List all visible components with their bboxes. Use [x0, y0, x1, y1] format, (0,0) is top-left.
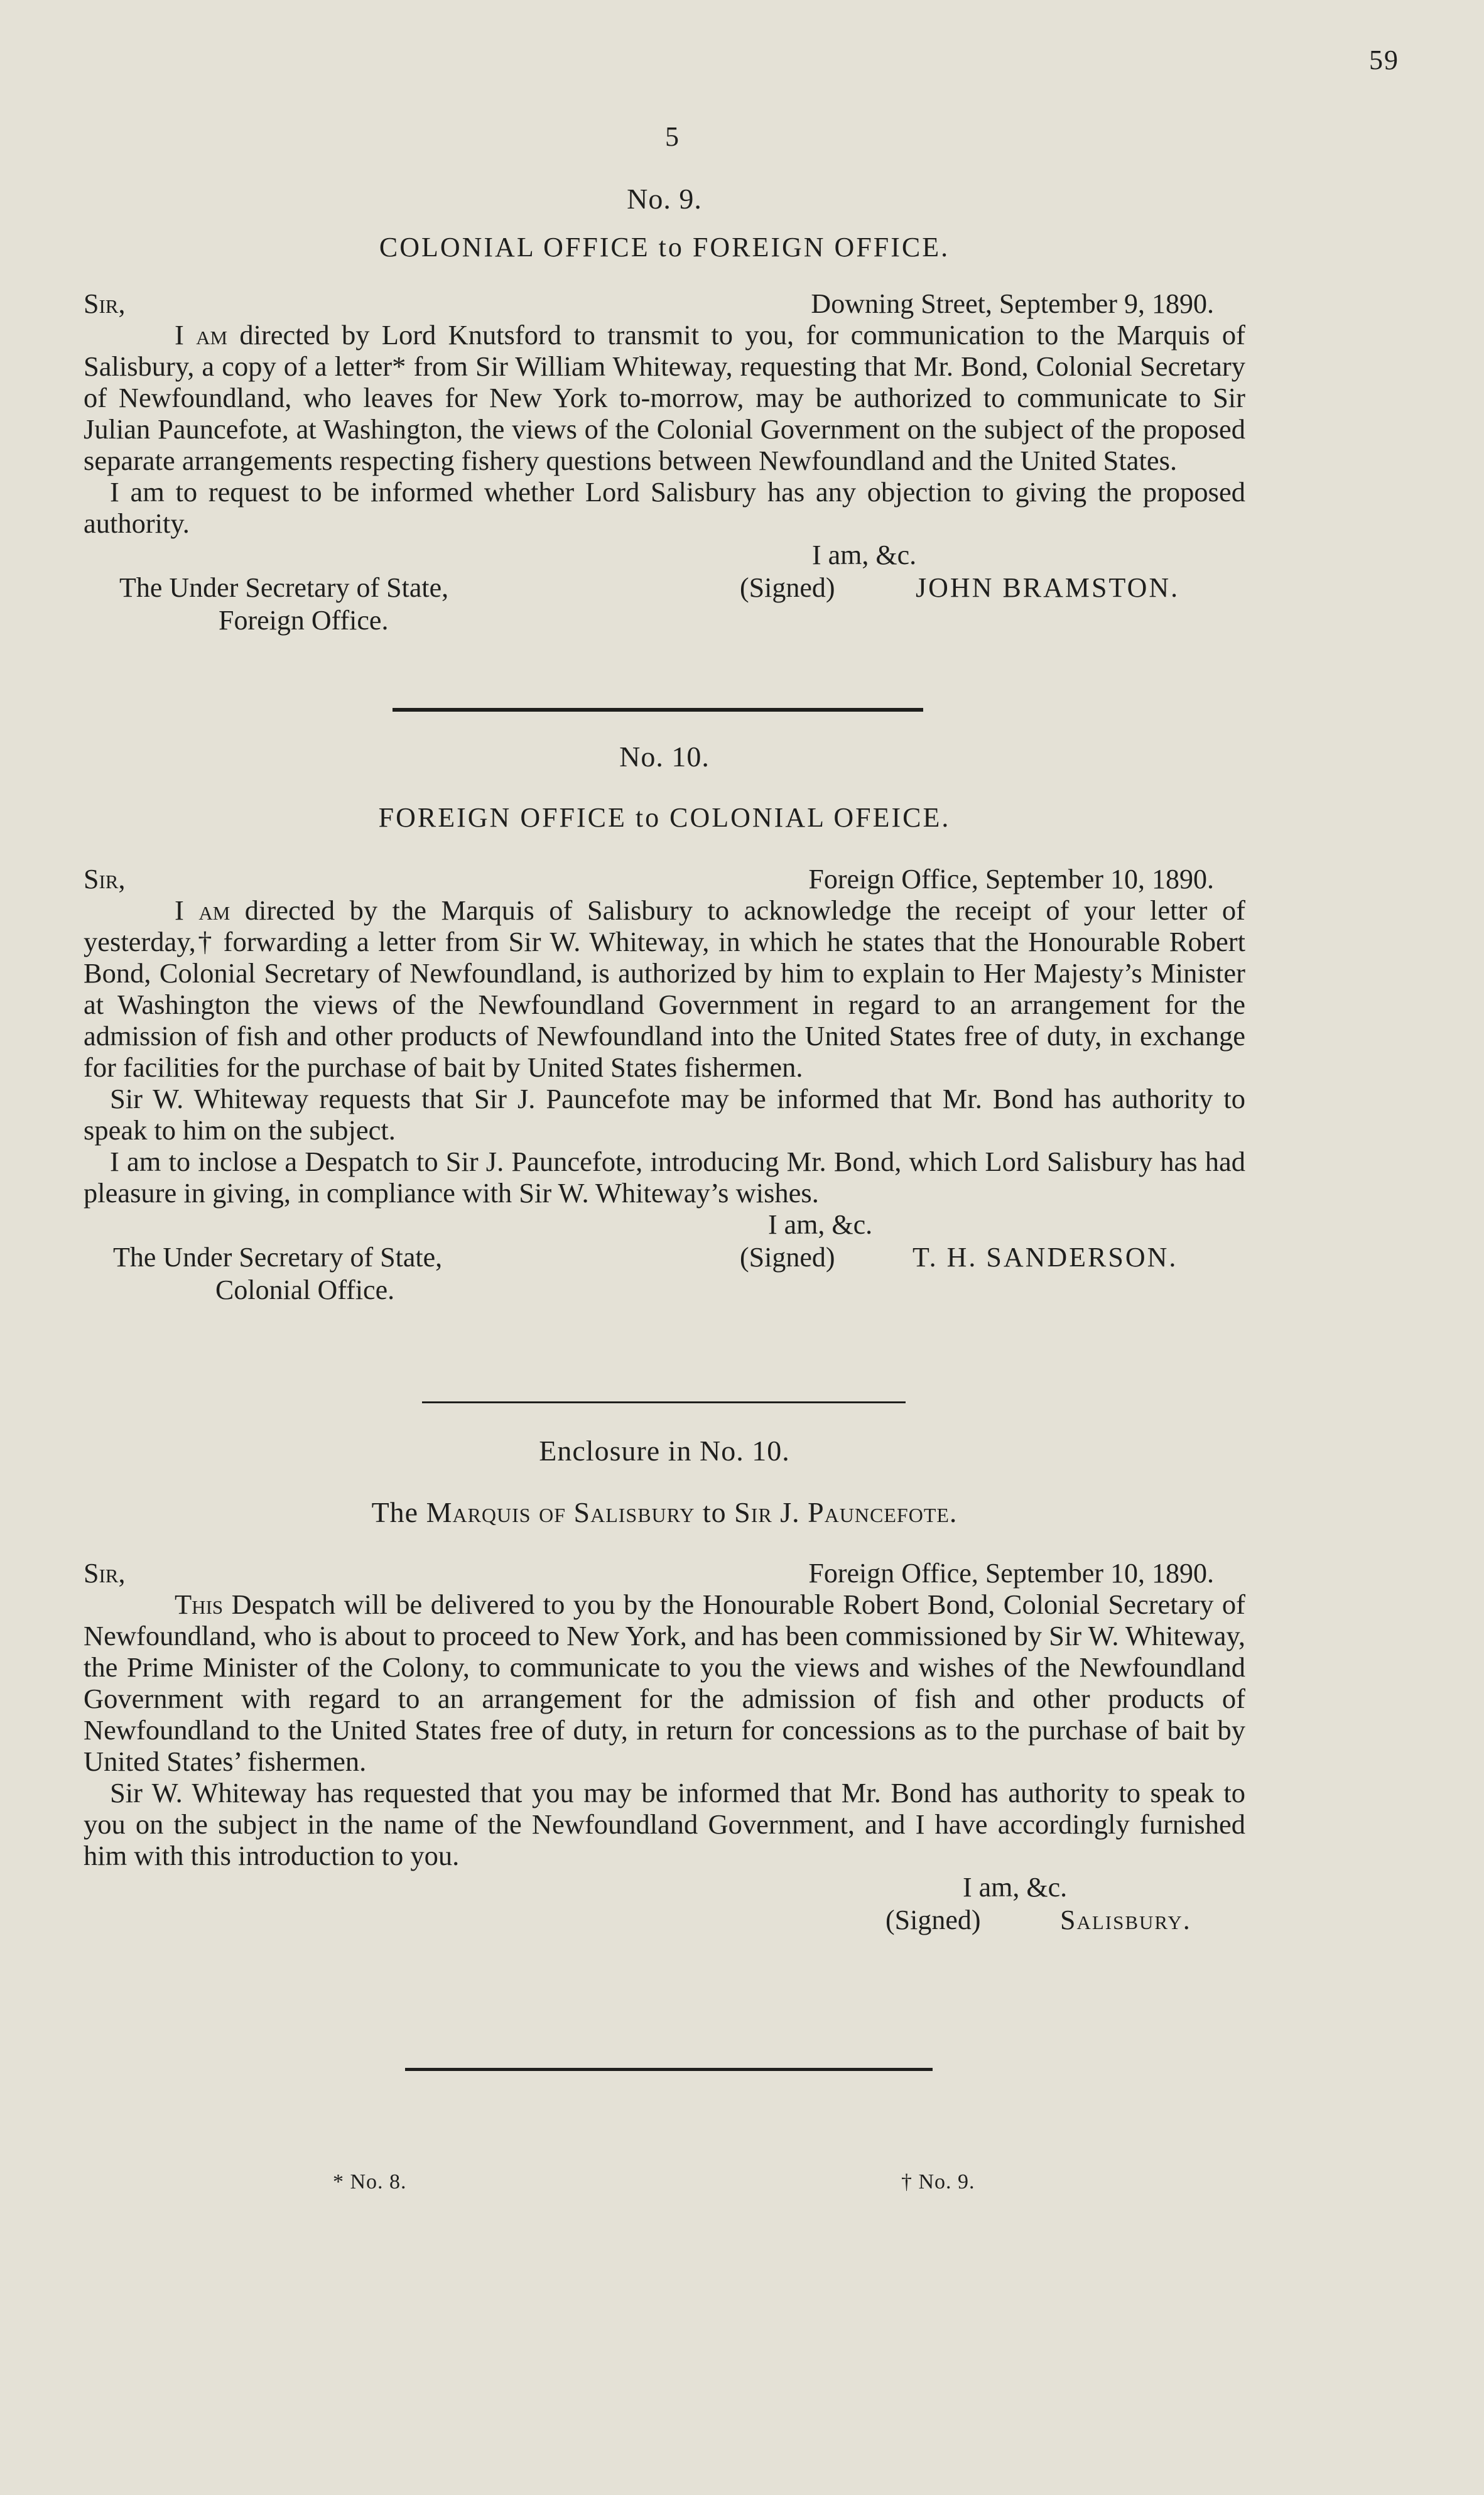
doc9-heading: COLONIAL OFFICE to FOREIGN OFFICE.	[379, 232, 950, 263]
doc10-para1-lead: I am	[175, 894, 230, 926]
doc10-addressee-line-2: Colonial Office.	[215, 1275, 395, 1305]
enclosure-para1-text: Despatch will be delivered to you by the Honourable Robert Bond, Colonial Secretary of Newfoundland, who is about to proceed to New York, and has been commissioned by Sir W. Whiteway, the Prime Minister of the Colony, to communicate to you the views and wishes of the Newfoundland Government with regard to an arrangement for the admission of fish and other products of Newfoundland to the United States free of duty, in return for concessions as to the purchase of bait by United States’ fishermen.	[84, 1589, 1245, 1777]
footnote-divider	[405, 2068, 933, 2071]
document-no-9	[84, 182, 1245, 637]
enclosure-signed: (Signed)	[886, 1905, 981, 1935]
doc9-salutation: Sir,	[84, 288, 126, 319]
doc10-salutation: Sir,	[84, 864, 126, 894]
doc10-para1-text: directed by the Marquis of Salisbury to acknowledge the receipt of your letter of yesterday,† forwarding a letter from Sir W. Whiteway, in which he states that the Honourable Robert Bond, Colonial Secretary of Newfoundland, is authorized by him to explain to Her Majesty’s Minister at Washington the views of the Newfoundland Government in regard to an arrangement for the admission of fish and other products of Newfoundland into the United States free of duty, in exchange for facilities for the purchase of bait by United States fishermen.	[84, 894, 1245, 1083]
doc9-closing: I am, &c.	[812, 540, 917, 570]
enclosure-closing-row	[84, 1871, 1245, 1904]
enclosure-place-date: Foreign Office, September 10, 1890.	[808, 1558, 1214, 1589]
doc9-addressee-line-2: Foreign Office.	[219, 605, 389, 636]
doc9-signed: (Signed)	[740, 572, 835, 603]
enclosure-subheading-the: The	[371, 1496, 419, 1528]
enclosure-subheading-to-word: to	[702, 1496, 727, 1528]
enclosure-para1-lead: This	[175, 1589, 224, 1620]
section-divider	[393, 708, 923, 712]
doc9-closing-row	[84, 539, 1245, 572]
doc10-number: No. 10.	[619, 741, 710, 773]
enclosure-subheading-to: Sir J. Pauncefote.	[734, 1496, 958, 1528]
doc10-closing-row	[84, 1209, 1245, 1241]
doc9-number: No. 9.	[627, 183, 702, 215]
doc10-paragraph-2: Sir W. Whiteway requests that Sir J. Pauncefote may be informed that Mr. Bond has authority to speak to him on the subject.	[84, 1083, 1245, 1146]
doc9-signatory: JOHN BRAMSTON.	[916, 572, 1180, 603]
enclosure-signatory: Salisbury.	[1060, 1905, 1191, 1935]
doc9-signature-row	[84, 572, 1245, 604]
enclosure-heading: Enclosure in No. 10.	[539, 1435, 790, 1467]
doc10-place-date: Foreign Office, September 10, 1890.	[808, 864, 1214, 894]
enclosure-signature-row	[84, 1904, 1245, 1937]
enclosure-salutation: Sir,	[84, 1558, 126, 1589]
doc10-closing: I am, &c.	[768, 1209, 873, 1240]
footnote-1: * No. 8.	[333, 2170, 407, 2193]
doc10-signature-row	[84, 1241, 1245, 1274]
doc10-salutation-row	[84, 863, 1245, 894]
doc9-addressee-line-1: The Under Secretary of State,	[119, 572, 449, 603]
document-no-10	[84, 740, 1245, 1307]
doc10-heading: FOREIGN OFFICE to COLONIAL OFEICE.	[378, 802, 951, 833]
enclosure-divider	[422, 1401, 906, 1403]
enclosure-subheading	[84, 1496, 1245, 1557]
doc9-para1-lead: I am	[175, 319, 228, 351]
doc9-paragraph-2: I am to request to be informed whether Lord Salisbury has any objection to giving the proposed authority.	[84, 476, 1245, 539]
doc9-para1-text: directed by Lord Knutsford to transmit to you, for communication to the Marquis of Salisbury, a copy of a letter* from Sir William Whiteway, requesting that Mr. Bond, Colonial Secretary of Newfoundland, who leaves for New York to-morrow, may be authorized to communicate to Sir Julian Pauncefote, at Washington, the views of the Colonial Government on the subject of the proposed separate arrangements respecting fishery questions between Newfoundland and the United States.	[84, 319, 1245, 476]
doc10-addressee-line-1: The Under Secretary of State,	[113, 1242, 443, 1273]
enclosure-no-10	[84, 1434, 1245, 1937]
doc10-signed: (Signed)	[740, 1242, 835, 1273]
enclosure-paragraph-1	[84, 1589, 1245, 1777]
enclosure-closing: I am, &c.	[963, 1872, 1068, 1903]
doc10-signatory: T. H. SANDERSON.	[913, 1242, 1178, 1273]
doc10-addressee-row-2	[84, 1274, 1245, 1307]
doc9-paragraph-1	[84, 319, 1245, 476]
doc10-paragraph-3: I am to inclose a Despatch to Sir J. Pauncefote, introducing Mr. Bond, which Lord Salisbury has had pleasure in giving, in compliance with Sir W. Whiteway’s wishes.	[84, 1146, 1245, 1209]
doc9-place-date: Downing Street, September 9, 1890.	[811, 288, 1214, 319]
enclosure-paragraph-2: Sir W. Whiteway has requested that you may be informed that Mr. Bond has authority to speak to you on the subject in the name of the Newfoundland Government, and I have accordingly furnished him with this introduction to you.	[84, 1777, 1245, 1871]
enclosure-salutation-row	[84, 1557, 1245, 1589]
page-number: 59	[1369, 45, 1399, 75]
doc10-paragraph-1	[84, 894, 1245, 1083]
doc9-salutation-row	[84, 288, 1245, 319]
enclosure-subheading-from: Marquis of Salisbury	[426, 1496, 695, 1528]
doc9-addressee-row-2	[84, 604, 1245, 637]
footnote-2: † No. 9.	[901, 2170, 975, 2193]
sheet-number: 5	[665, 121, 679, 152]
